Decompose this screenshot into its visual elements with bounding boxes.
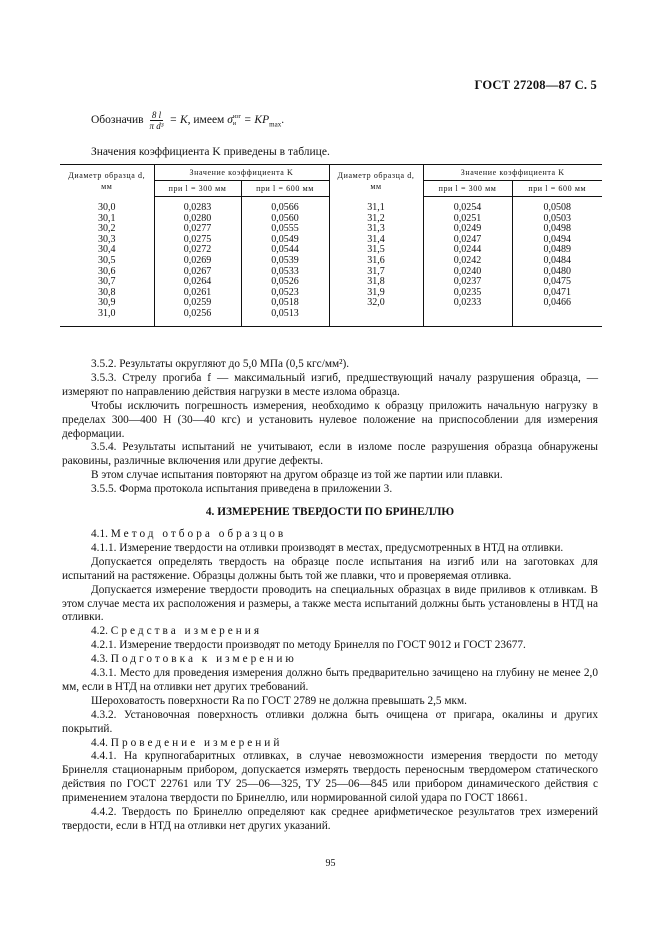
cell-diameter: 31,2 <box>329 214 423 225</box>
formula-rhs-sub: max <box>269 120 282 129</box>
cell-diameter: 31,6 <box>329 256 423 267</box>
cell-k300: 0,0237 <box>423 277 512 288</box>
cell-diameter: 31,8 <box>329 277 423 288</box>
cell-k300: 0,0244 <box>423 245 512 256</box>
formula-sigma: σ <box>227 114 233 127</box>
th-l600-left: при l = 600 мм <box>241 181 329 197</box>
cell-k600: 0,0494 <box>512 235 602 246</box>
para-4-3-1: 4.3.1. Место для проведения измерения должно быть предварительно зачищено на глубину не менее 2,0 мм, если в НТД на отливки нет других требований. <box>62 667 598 693</box>
cell-diameter <box>329 309 423 326</box>
formula-prefix: Обозначив <box>91 114 144 127</box>
para-4-4-2: 4.4.2. Твердость по Бринеллю определяют как среднее арифметическое результатов трех измерений твердости, если в НТД на отливки нет других указаний. <box>62 806 598 832</box>
document-header: ГОСТ 27208—87 С. 5 <box>474 78 597 92</box>
th-diameter-right: Диаметр образца d, мм <box>329 165 423 197</box>
cell-k300 <box>423 309 512 326</box>
th-k-right: Значение коэффициента K <box>423 165 602 181</box>
cell-k600: 0,0480 <box>512 267 602 278</box>
cell-diameter: 31,5 <box>329 245 423 256</box>
table-row <box>60 197 602 214</box>
cell-k300: 0,0264 <box>154 277 241 288</box>
fraction-denominator: π d³ <box>149 121 164 131</box>
cell-k300: 0,0254 <box>423 197 512 214</box>
cell-k300: 0,0261 <box>154 288 241 299</box>
cell-k300: 0,0240 <box>423 267 512 278</box>
coefficient-table <box>60 164 602 327</box>
cell-k600 <box>512 309 602 326</box>
subsection-4-2 <box>62 625 598 639</box>
cell-diameter: 30,9 <box>98 297 116 309</box>
table-row <box>60 214 602 225</box>
cell-k600: 0,0560 <box>241 214 329 225</box>
s42-num: 4.2. <box>91 625 108 638</box>
cell-diameter: 30,6 <box>98 265 116 277</box>
cell-k300: 0,0256 <box>154 309 241 326</box>
cell-k300: 0,0280 <box>154 214 241 225</box>
cell-k300: 0,0242 <box>423 256 512 267</box>
para-4-1-1: 4.1.1. Измерение твердости на отливки производят в местах, предусмотренных в НТД на отливки. <box>91 541 564 554</box>
page-number: 95 <box>325 858 336 869</box>
cell-diameter: 30,2 <box>98 223 116 235</box>
cell-k600: 0,0523 <box>241 288 329 299</box>
s41-title: Метод отбора образцов <box>110 527 287 540</box>
cell-diameter: 30,5 <box>98 254 116 266</box>
cell-k600: 0,0466 <box>512 298 602 309</box>
table-row <box>60 277 602 288</box>
subsection-4-3 <box>62 653 598 667</box>
cell-k300: 0,0251 <box>423 214 512 225</box>
cell-k600: 0,0484 <box>512 256 602 267</box>
cell-k300: 0,0277 <box>154 224 241 235</box>
para-3-5-4b: В этом случае испытания повторяют на другом образце из той же партии или плавки. <box>91 469 503 482</box>
para-4-1-1b: Допускается определять твердость на образце после испытания на изгиб или на заготовках для испытаний на растяжение. Образцы должны быть той же плавки, что и проверяемая отливка. <box>62 555 598 582</box>
cell-k600: 0,0475 <box>512 277 602 288</box>
cell-k300: 0,0235 <box>423 288 512 299</box>
th-l300-right: при l = 300 мм <box>423 181 512 197</box>
cell-k300: 0,0247 <box>423 235 512 246</box>
table-row <box>60 267 602 278</box>
th-diameter-left: Диаметр образца d, мм <box>60 165 154 197</box>
cell-diameter: 30,4 <box>98 244 116 256</box>
section-4-title: 4. ИЗМЕРЕНИЕ ТВЕРДОСТИ ПО БРИНЕЛЛЮ <box>205 506 455 519</box>
para-4-4-1: 4.4.1. На крупногабаритных отливках, в случае невозможности измерения твердости по методу Бринелля стационарным прибором, допускается измерять твердость переносным твердомером статического действия по ГОСТ 22761 или ТУ 25—06—325, ТУ 25—06—845 или прибором динамического действия с применением эталона твердости по Бринеллю, или нормированной силой удара по ГОСТ 18661. <box>62 750 598 805</box>
cell-diameter: 31,0 <box>60 309 154 326</box>
cell-k300: 0,0249 <box>423 224 512 235</box>
s41-num: 4.1. <box>91 527 108 540</box>
cell-k300: 0,0283 <box>154 197 241 214</box>
cell-diameter: 31,9 <box>329 288 423 299</box>
cell-diameter: 32,0 <box>329 298 423 309</box>
body-text <box>62 358 598 834</box>
cell-diameter: 31,3 <box>329 224 423 235</box>
cell-k600: 0,0508 <box>512 197 602 214</box>
fraction-numerator: 8 l <box>150 110 164 121</box>
cell-k300: 0,0259 <box>154 298 241 309</box>
formula-rhs: = KP <box>243 114 270 127</box>
cell-k600: 0,0566 <box>241 197 329 214</box>
sigma-subscript: и <box>232 120 237 127</box>
para-4-3-1b: Шероховатость поверхности Ra по ГОСТ 2789 не должна превышать 2,5 мкм. <box>91 694 468 707</box>
para-4-3-2: 4.3.2. Установочная поверхность отливки должна быть очищена от пригара, окалины и других покрытий. <box>62 708 598 735</box>
cell-diameter: 30,7 <box>98 276 116 288</box>
s44-num: 4.4. <box>91 736 108 749</box>
cell-diameter: 30,3 <box>98 233 116 245</box>
th-k-left: Значение коэффициента K <box>154 165 329 181</box>
cell-k300: 0,0233 <box>423 298 512 309</box>
para-3-5-4: 3.5.4. Результаты испытаний не учитывают, если в изломе после разрушения образца обнаружены раковины, различные включения или другие дефекты. <box>62 441 598 468</box>
cell-k300: 0,0275 <box>154 235 241 246</box>
cell-k600: 0,0471 <box>512 288 602 299</box>
table-intro: Значения коэффициента K приведены в таблице. <box>91 146 330 158</box>
para-3-5-3b: Чтобы исключить погрешность измерения, необходимо к образцу приложить начальную нагрузку в пределах 300—400 Н (30—40 кгс) и установить нулевое положение на приспособлении для измерения деформации. <box>62 399 598 440</box>
para-3-5-5: 3.5.5. Форма протокола испытания приведена в приложении 3. <box>91 483 393 496</box>
formula-mid: имеем <box>193 114 225 127</box>
cell-k300: 0,0269 <box>154 256 241 267</box>
para-4-2-1: 4.2.1. Измерение твердости производят по методу Бринелля по ГОСТ 9012 и ГОСТ 23677. <box>91 639 526 652</box>
s44-title: Проведение измерений <box>110 736 283 749</box>
cell-k300: 0,0272 <box>154 245 241 256</box>
cell-diameter: 31,1 <box>329 197 423 214</box>
cell-k600: 0,0539 <box>241 256 329 267</box>
cell-k600: 0,0555 <box>241 224 329 235</box>
cell-k600: 0,0489 <box>512 245 602 256</box>
sigma-superscript: изг <box>232 113 241 120</box>
cell-k600: 0,0498 <box>512 224 602 235</box>
formula-equals-k: = K, <box>169 114 191 127</box>
cell-k600: 0,0544 <box>241 245 329 256</box>
table-row <box>60 256 602 267</box>
cell-k600: 0,0503 <box>512 214 602 225</box>
cell-diameter: 31,4 <box>329 235 423 246</box>
table-row <box>60 309 602 326</box>
table-row <box>60 288 602 299</box>
cell-diameter: 31,7 <box>329 267 423 278</box>
cell-k600: 0,0518 <box>241 298 329 309</box>
subsection-4-4 <box>62 737 598 751</box>
cell-k600: 0,0549 <box>241 235 329 246</box>
para-4-1-1c: Допускается измерение твердости проводить на специальных образцах в виде приливов к отливкам. В этом случае места их расположения и размеры, а также места испытаний должны быть установлены в НТД на отливки. <box>62 583 598 624</box>
cell-diameter: 30,0 <box>98 201 116 213</box>
formula-fraction <box>150 110 164 131</box>
s42-title: Средства измерения <box>110 625 263 638</box>
para-3-5-3: 3.5.3. Стрелу прогиба f — максимальный изгиб, предшествующий началу разрушения образца, — измеряют по направлению действия нагрузки в месте излома образца. <box>62 371 598 398</box>
cell-k300: 0,0267 <box>154 267 241 278</box>
table-row <box>60 224 602 235</box>
para-3-5-2: 3.5.2. Результаты округляют до 5,0 МПа (0,5 кгс/мм²). <box>91 358 350 370</box>
th-l300-left: при l = 300 мм <box>154 181 241 197</box>
table-row <box>60 298 602 309</box>
cell-k600: 0,0513 <box>241 309 329 326</box>
formula-end: . <box>281 114 285 127</box>
formula-line <box>91 110 284 131</box>
subsection-4-1 <box>62 528 598 542</box>
cell-k600: 0,0533 <box>241 267 329 278</box>
th-l600-right: при l = 600 мм <box>512 181 602 197</box>
cell-k600: 0,0526 <box>241 277 329 288</box>
cell-diameter: 30,8 <box>98 286 116 298</box>
cell-diameter: 30,1 <box>98 212 116 224</box>
s43-num: 4.3. <box>91 653 108 666</box>
s43-title: Подготовка к измерению <box>110 653 297 666</box>
table-row <box>60 235 602 246</box>
table-row <box>60 245 602 256</box>
